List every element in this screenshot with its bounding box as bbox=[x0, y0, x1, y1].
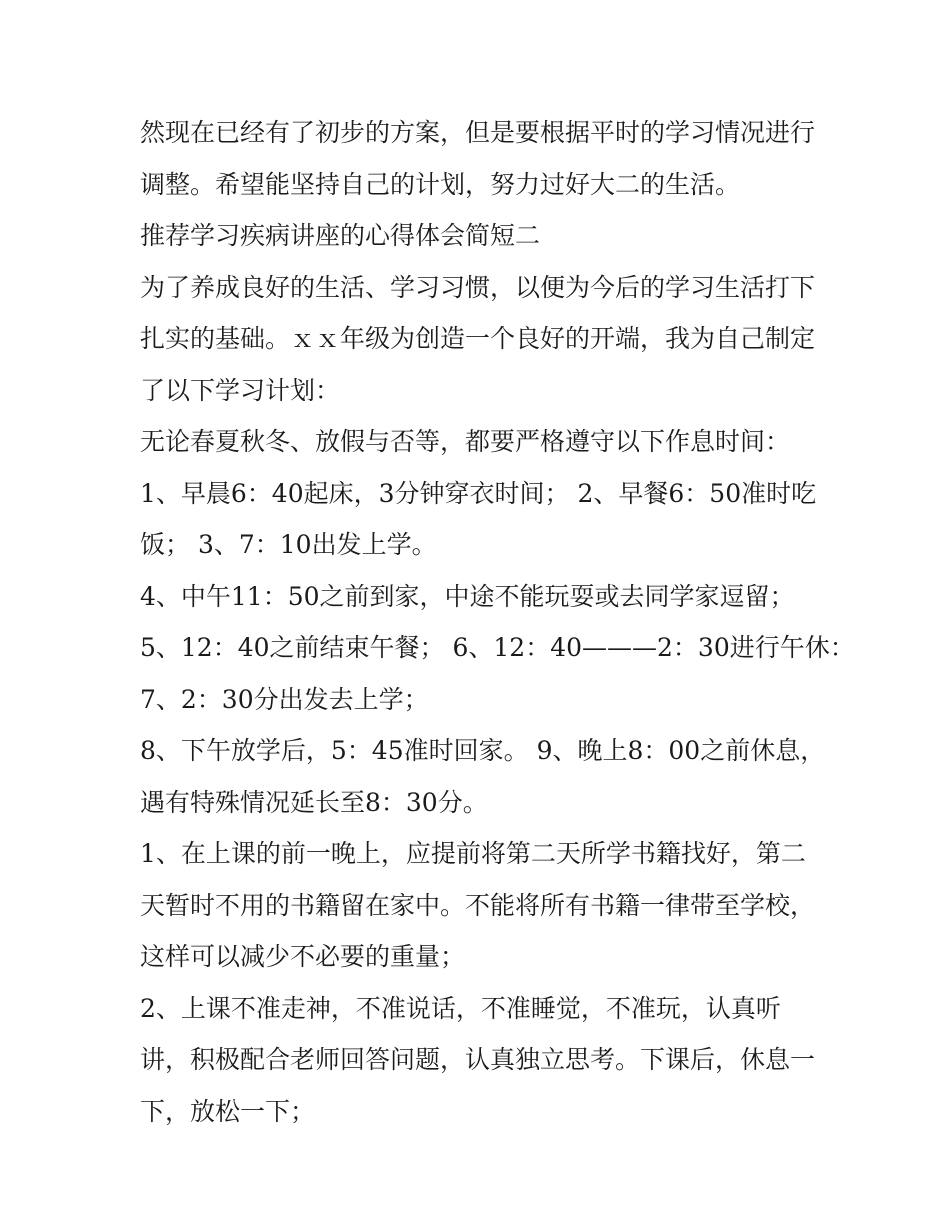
text-line: 了以下学习计划： bbox=[140, 375, 341, 405]
document-body bbox=[140, 107, 855, 1137]
text-line: 天暂时不用的书籍留在家中。不能将所有书籍一律带至学校， bbox=[140, 890, 816, 920]
text-line: 饭； 3、7：10出发上学。 bbox=[140, 530, 437, 559]
text-line: 下，放松一下； bbox=[140, 1096, 316, 1126]
text-line: 调整。希望能坚持自己的计划，努力过好大二的生活。 bbox=[140, 169, 741, 199]
text-line: 然现在已经有了初步的方案，但是要根据平时的学习情况进行 bbox=[140, 118, 816, 147]
text-line: 7、2：30分出发去上学； bbox=[140, 684, 429, 714]
text-line: 5、12：40之前结束午餐； 6、12：40———2：30进行午休： bbox=[140, 633, 855, 662]
text-line: 这样可以减少不必要的重量； bbox=[140, 942, 466, 971]
text-line: 扎实的基础。ｘｘ年级为创造一个良好的开端，我为自己制定 bbox=[140, 324, 816, 353]
text-line: 无论春夏秋冬、放假与否等，都要严格遵守以下作息时间： bbox=[140, 427, 791, 456]
text-line: 为了养成良好的生活、学习习惯，以便为今后的学习生活打下 bbox=[140, 272, 816, 302]
text-line: 1、在上课的前一晚上，应提前将第二天所学书籍找好，第二 bbox=[140, 839, 806, 868]
text-line: 8、下午放学后，5：45准时回家。 9、晚上8：00之前休息， bbox=[140, 736, 826, 765]
text-line: 遇有特殊情况延长至8：30分。 bbox=[140, 787, 488, 817]
text-line: 1、早晨6：40起床，3分钟穿衣时间； 2、早餐6：50准时吃 bbox=[140, 478, 817, 508]
text-line: 讲，积极配合老师回答问题，认真独立思考。下课后，休息一 bbox=[140, 1045, 816, 1074]
text-line: 2、上课不准走神，不准说话，不准睡觉，不准玩，认真听 bbox=[140, 993, 781, 1023]
section-heading: 推荐学习疾病讲座的心得体会简短二 bbox=[140, 221, 541, 250]
text-line: 4、中午11：50之前到家，中途不能玩耍或去同学家逗留； bbox=[140, 581, 795, 611]
